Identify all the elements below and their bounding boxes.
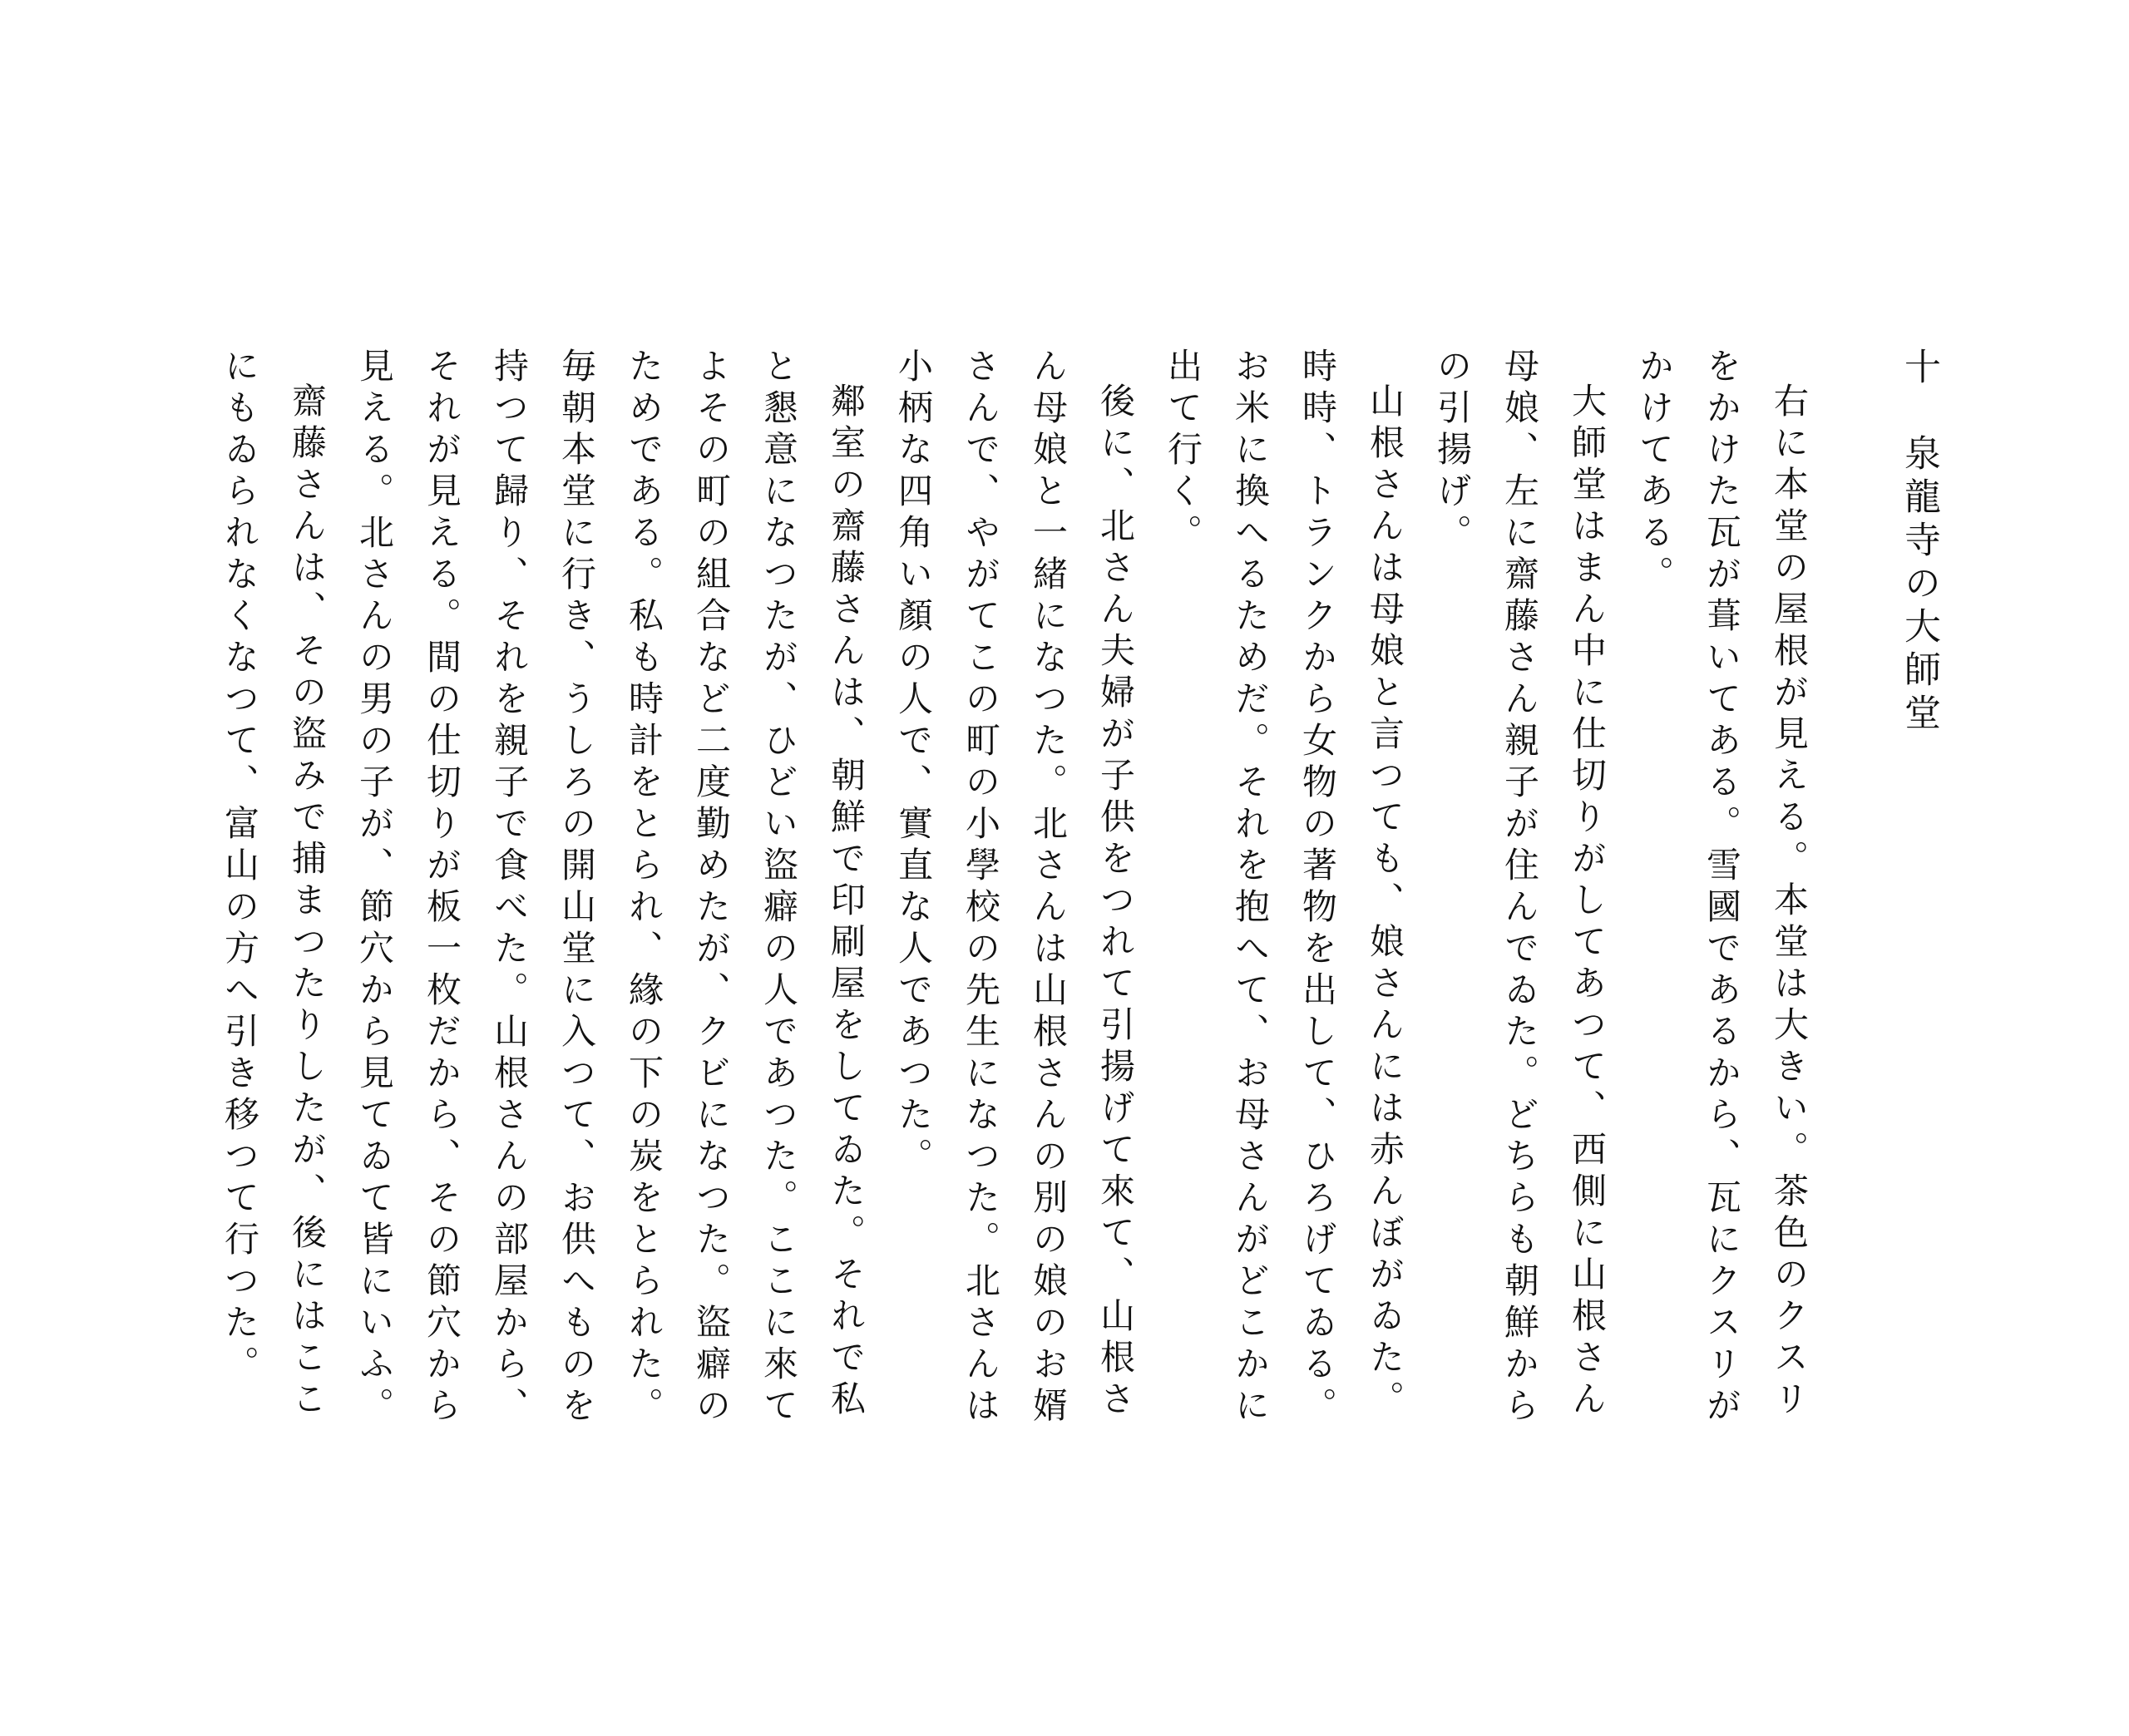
paragraph: 鄰室の齋藤さんは、朝鮮で印刷屋をしてゐた。それで私と懇意になつたが、ひどい盜癖の人であつた。ここに來てよその町の組合など二度勤めたが、クビになつた。盜癖のためである。私も時計をとられ、緣の下の炭をとられた。毎朝本堂に行き、うしろの開山堂に入つて、お供へものを持つて歸り、それを親子で食べた。山根さんの部屋から、それが見える。間の仕切りが板一枚だから、その節穴から見える。北さんの男の子が、節穴から見てゐて皆にいふ。 bbox=[354, 348, 867, 1428]
paragraph: 右に本堂の屋根が見える。本堂は大きい。茶色のクスリをかけた瓦が葺いてある。雪國であるから、瓦にクスリがかけてある。 bbox=[1634, 348, 1810, 1428]
paragraph: 大師堂はまん中に仕切りがしてあつて、西側に山根さん母娘、左に齋藤さん親子が住んでゐた。どちらも朝鮮からの引揚げ。 bbox=[1432, 348, 1608, 1428]
chapter-heading: 十 泉龍寺の大師堂 bbox=[1898, 348, 1940, 737]
vertical-text-block bbox=[206, 348, 1953, 1428]
paragraph: 山根さんは母娘と言つても、娘さんには赤んぼがゐた。時時、トランクから女物の著物を出して、ひろげてゐる。お米に換へるためだ。それを抱へて、お母さんがどこかに出て行く。 bbox=[1163, 348, 1405, 1428]
paragraph: 齋藤さんは、その盜みで捕まつたりしたが、後にはここにもゐられなくなつて、富山の方へ引き移つて行つた。 bbox=[220, 348, 328, 1422]
paragraph: 後に、北さん夫婦が子供をつれて引揚げて來て、山根さん母娘と一緒になつた。北さんは山根さんの別の娘のお婿さんで、やがてこの町の小學校の先生になつた。北さんは小柄な四角い顏の人で、實直な人であつた。 bbox=[893, 348, 1136, 1428]
